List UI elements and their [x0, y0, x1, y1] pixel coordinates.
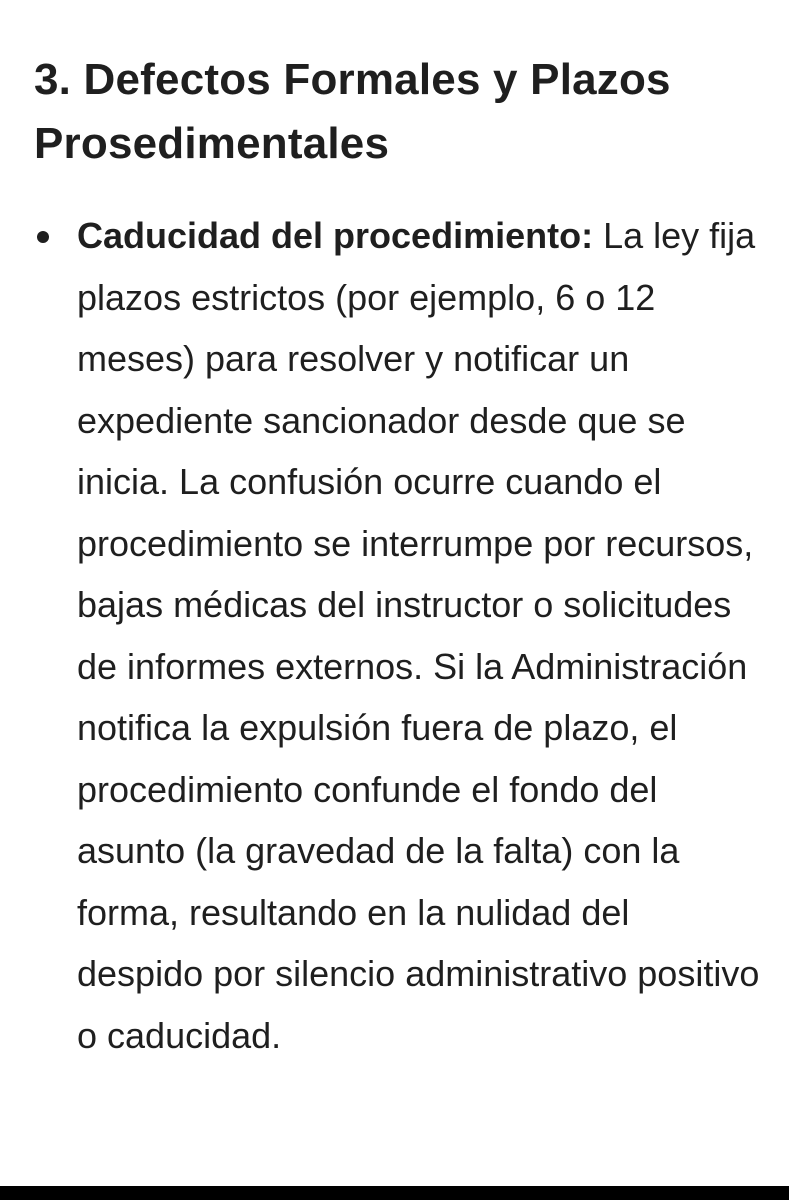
bottom-edge-bar	[0, 1186, 789, 1200]
section-heading: 3. Defectos Formales y Plazos Prosedimentales	[34, 55, 671, 168]
list-item	[34, 205, 764, 1066]
bullet-text: La ley fija plazos estrictos (por ejemplo, 6 o 12 meses) para resolver y notificar un expediente sancionador desde que se inicia. La confusión ocurre cuando el procedimiento se interrumpe por recursos, bajas médicas del instructor o solicitudes de informes externos. Si la Administración notifica la expulsión fuera de plazo, el procedimiento confunde el fondo del asunto (la gravedad de la falta) con la forma, resultando en la nulidad del despido por silencio administrativo positivo o caducidad.	[77, 215, 760, 1056]
article-content	[34, 48, 764, 1066]
bullet-list	[34, 205, 764, 1066]
bullet-term: Caducidad del procedimiento:	[77, 215, 594, 256]
bullet-dot-icon	[37, 231, 49, 243]
